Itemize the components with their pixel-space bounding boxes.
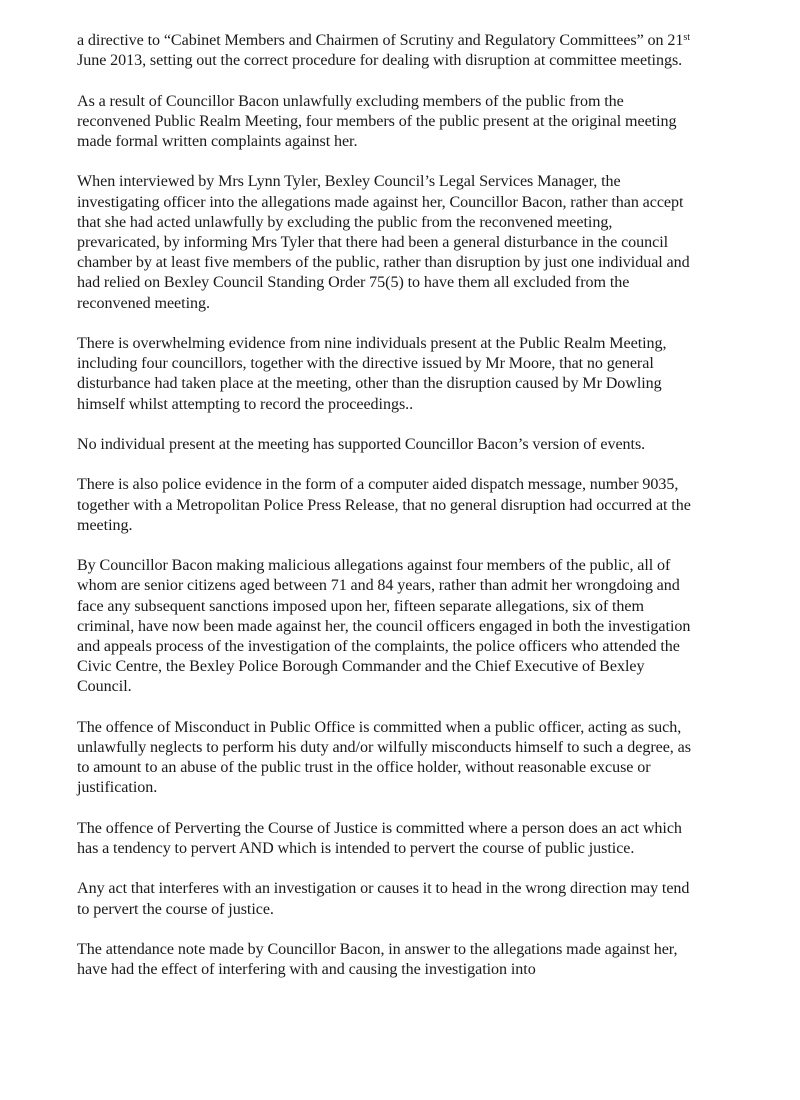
paragraph-text-segment: a directive to “Cabinet Members and Chairmen of Scrutiny and Regulatory Committees” on 21: [77, 32, 684, 49]
paragraph-directive: [77, 31, 692, 71]
paragraph-allegations: By Councillor Bacon making malicious allegations against four members of the public, all of whom are senior citizens aged between 71 and 84 years, rather than admit her wrongdoing and face any subsequent sanctions imposed upon her, fifteen separate allegations, six of them criminal, have now been made against her, the council officers engaged in both the investigation and appeals process of the investigation of the complaints, the police officers who attended the Civic Centre, the Bexley Police Borough Commander and the Chief Executive of Bexley Council.: [77, 557, 691, 696]
ordinal-suffix-superscript: st: [683, 31, 690, 43]
paragraph-interview: When interviewed by Mrs Lynn Tyler, Bexley Council’s Legal Services Manager, the investigating officer into the allegations made against her, Councillor Bacon, rather than accept that she had acted unlawfully by excluding the public from the reconvened meeting, prevaricated, by informing Mrs Tyler that there had been a general disturbance in the council chamber by at least five members of the public, rather than disruption by just one individual and had relied on Bexley Council Standing Order 75(5) to have them all excluded from the reconvened meeting.: [77, 173, 690, 312]
paragraph-attendance-note: The attendance note made by Councillor Bacon, in answer to the allegations made against her, have had the effect of interfering with and causing the investigation into: [77, 940, 678, 979]
paragraph-misconduct: The offence of Misconduct in Public Office is committed when a public officer, acting as such, unlawfully neglects to perform his duty and/or wilfully misconducts himself to such a degree, as to amount to an abuse of the public trust in the office holder, without reasonable excuse or justification.: [77, 718, 691, 797]
paragraph-perverting: The offence of Perverting the Course of Justice is committed where a person does an act which has a tendency to pervert AND which is intended to pervert the course of public justice.: [77, 819, 682, 857]
paragraph-interference: Any act that interferes with an investigation or causes it to head in the wrong direction may tend to pervert the course of justice.: [77, 880, 690, 918]
paragraph-police-evidence: There is also police evidence in the form of a computer aided dispatch message, number 9035, together with a Metropolitan Police Press Release, that no general disruption had occurred at the meeting.: [77, 476, 691, 534]
paragraph-text-segment: June 2013, setting out the correct procedure for dealing with disruption at committee meetings.: [77, 52, 683, 70]
paragraph-no-support: No individual present at the meeting has supported Councillor Bacon’s version of events.: [77, 436, 646, 453]
paragraph-complaints: As a result of Councillor Bacon unlawfully excluding members of the public from the reconvened Public Realm Meeting, four members of the public present at the original meeting made formal written complaints against her.: [77, 92, 677, 150]
paragraph-evidence: There is overwhelming evidence from nine individuals present at the Public Realm Meeting, including four councillors, together with the directive issued by Mr Moore, that no general disturbance had taken place at the meeting, other than the disruption caused by Mr Dowling himself whilst attempting to record the proceedings..: [77, 335, 667, 413]
document-text-body: [77, 31, 692, 980]
